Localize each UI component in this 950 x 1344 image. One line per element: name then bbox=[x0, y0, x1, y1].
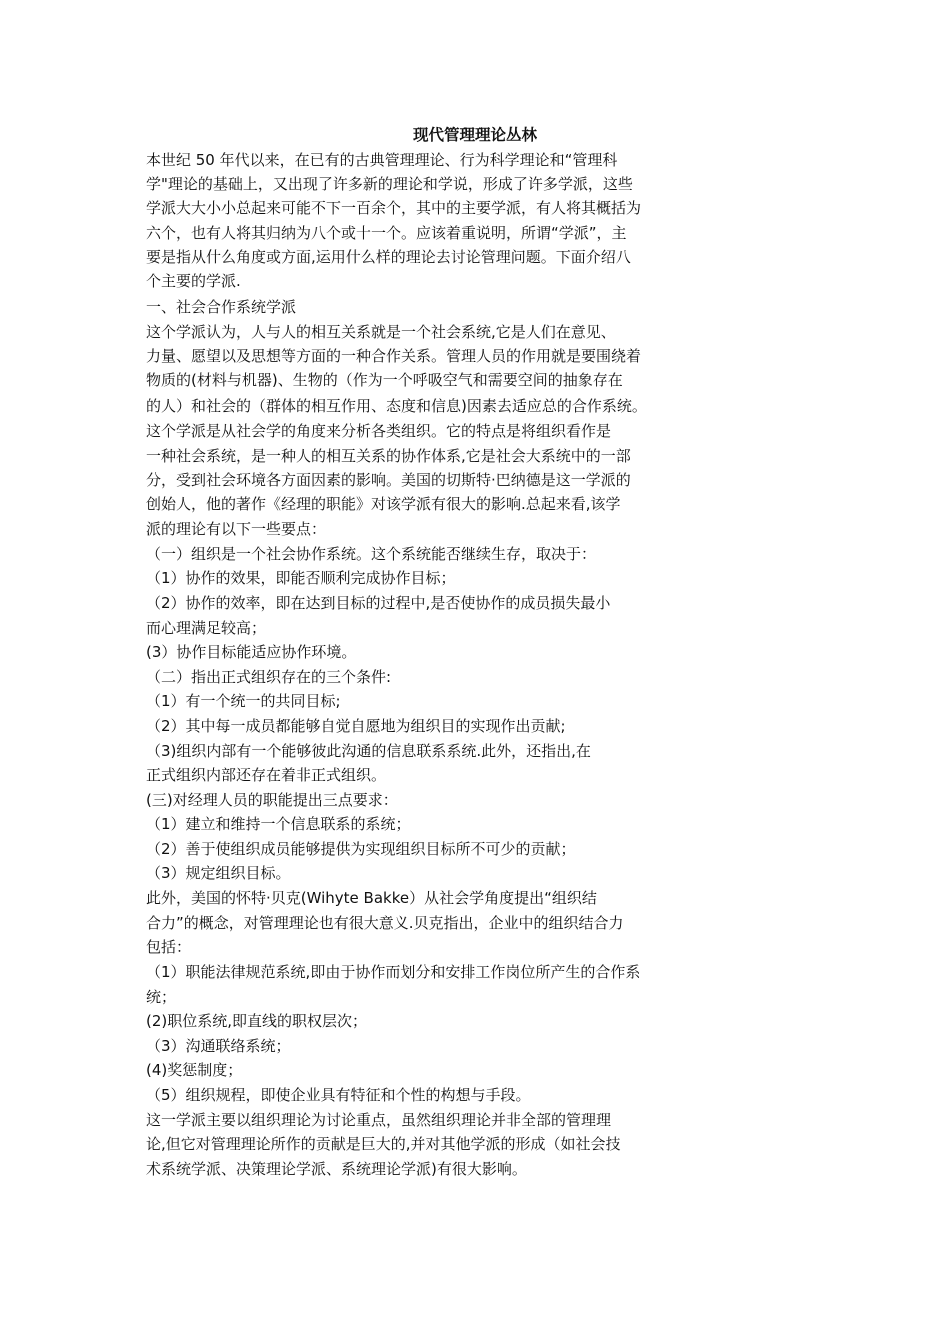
paragraph-line: 论,但它对管理理论所作的贡献是巨大的,并对其他学派的形成（如社会技 bbox=[146, 1135, 621, 1153]
paragraph-line: 分，受到社会环境各方面因素的影响。美国的切斯特·巴纳德是这一学派的 bbox=[146, 471, 631, 489]
list-item: （1）职能法律规范系统,即由于协作而划分和安排工作岗位所产生的合作系 bbox=[146, 963, 641, 981]
list-item: (4)奖惩制度； bbox=[146, 1061, 243, 1079]
list-item: （二）指出正式组织存在的三个条件: bbox=[146, 668, 392, 686]
list-item: （2）善于使组织成员能够提供为实现组织目标所不可少的贡献； bbox=[146, 840, 576, 858]
paragraph-line: 创始人，他的著作《经理的职能》对该学派有很大的影响.总起来看,该学 bbox=[146, 495, 621, 513]
list-item: （2）协作的效率，即在达到目标的过程中,是否使协作的成员损失最小 bbox=[146, 594, 611, 612]
list-item: (三)对经理人员的职能提出三点要求： bbox=[146, 791, 398, 809]
list-item: 而心理满足较高； bbox=[146, 619, 267, 637]
paragraph-line: 要是指从什么角度或方面,运用什么样的理论去讨论管理问题。下面介绍八 bbox=[146, 248, 631, 266]
paragraph-line: 这一学派主要以组织理论为讨论重点，虽然组织理论并非全部的管理理 bbox=[146, 1111, 612, 1129]
paragraph-line: 包括： bbox=[146, 938, 192, 956]
paragraph-line: 这个学派认为，人与人的相互关系就是一个社会系统,它是人们在意见、 bbox=[146, 323, 616, 341]
paragraph-line: 六个，也有人将其归纳为八个或十一个。应该着重说明，所谓“学派”，主 bbox=[146, 224, 627, 242]
paragraph-line: 的人）和社会的（群体的相互作用、态度和信息)因素去适应总的合作系统。 bbox=[146, 397, 647, 415]
list-item: (2)职位系统,即直线的职权层次； bbox=[146, 1012, 368, 1030]
paragraph-line: 派的理论有以下一些要点： bbox=[146, 520, 327, 538]
paragraph-line: 个主要的学派. bbox=[146, 272, 241, 290]
paragraph-line: 这个学派是从社会学的角度来分析各类组织。它的特点是将组织看作是 bbox=[146, 422, 612, 440]
paragraph-line: 学"理论的基础上，又出现了许多新的理论和学说，形成了许多学派，这些 bbox=[146, 175, 633, 193]
list-item: （2）其中每一成员都能够自觉自愿地为组织目的实现作出贡献; bbox=[146, 717, 566, 735]
paragraph-line: 术系统学派、决策理论学派、系统理论学派)有很大影响。 bbox=[146, 1160, 527, 1178]
list-item: 正式组织内部还存在着非正式组织。 bbox=[146, 766, 387, 784]
list-item: （3)组织内部有一个能够彼此沟通的信息联系系统.此外，还指出,在 bbox=[146, 742, 591, 760]
paragraph-line: 物质的(材料与机器)、生物的（作为一个呼吸空气和需要空间的抽象存在 bbox=[146, 371, 623, 389]
list-item: （1）建立和维持一个信息联系的系统； bbox=[146, 815, 411, 833]
list-item: （3）规定组织目标。 bbox=[146, 864, 291, 882]
paragraph-line: 本世纪 50 年代以来，在已有的古典管理理论、行为科学理论和“管理科 bbox=[146, 151, 618, 169]
section-heading: 一、社会合作系统学派 bbox=[146, 298, 297, 316]
list-item: （1）协作的效果，即能否顺利完成协作目标； bbox=[146, 569, 456, 587]
list-item: 统； bbox=[146, 988, 177, 1006]
paragraph-line: 力量、愿望以及思想等方面的一种合作关系。管理人员的作用就是要围绕着 bbox=[146, 347, 642, 365]
list-item: （5）组织规程，即使企业具有特征和个性的构想与手段。 bbox=[146, 1086, 531, 1104]
document-title: 现代管理理论丛林 bbox=[412, 126, 537, 144]
list-item: (3）协作目标能适应协作环境。 bbox=[146, 643, 357, 661]
list-item: （3）沟通联络系统； bbox=[146, 1037, 291, 1055]
list-item: （一）组织是一个社会协作系统。这个系统能否继续生存，取决于： bbox=[146, 545, 597, 563]
paragraph-line: 合力”的概念，对管理理论也有很大意义.贝克指出，企业中的组织结合力 bbox=[146, 914, 624, 932]
paragraph-line: 此外，美国的怀特·贝克(Wihyte Bakke）从社会学角度提出“组织结 bbox=[146, 889, 597, 907]
list-item: （1）有一个统一的共同目标; bbox=[146, 692, 341, 710]
paragraph-line: 一种社会系统，是一种人的相互关系的协作体系,它是社会大系统中的一部 bbox=[146, 447, 631, 465]
paragraph-line: 学派大大小小总起来可能不下一百余个，其中的主要学派，有人将其概括为 bbox=[146, 199, 642, 217]
